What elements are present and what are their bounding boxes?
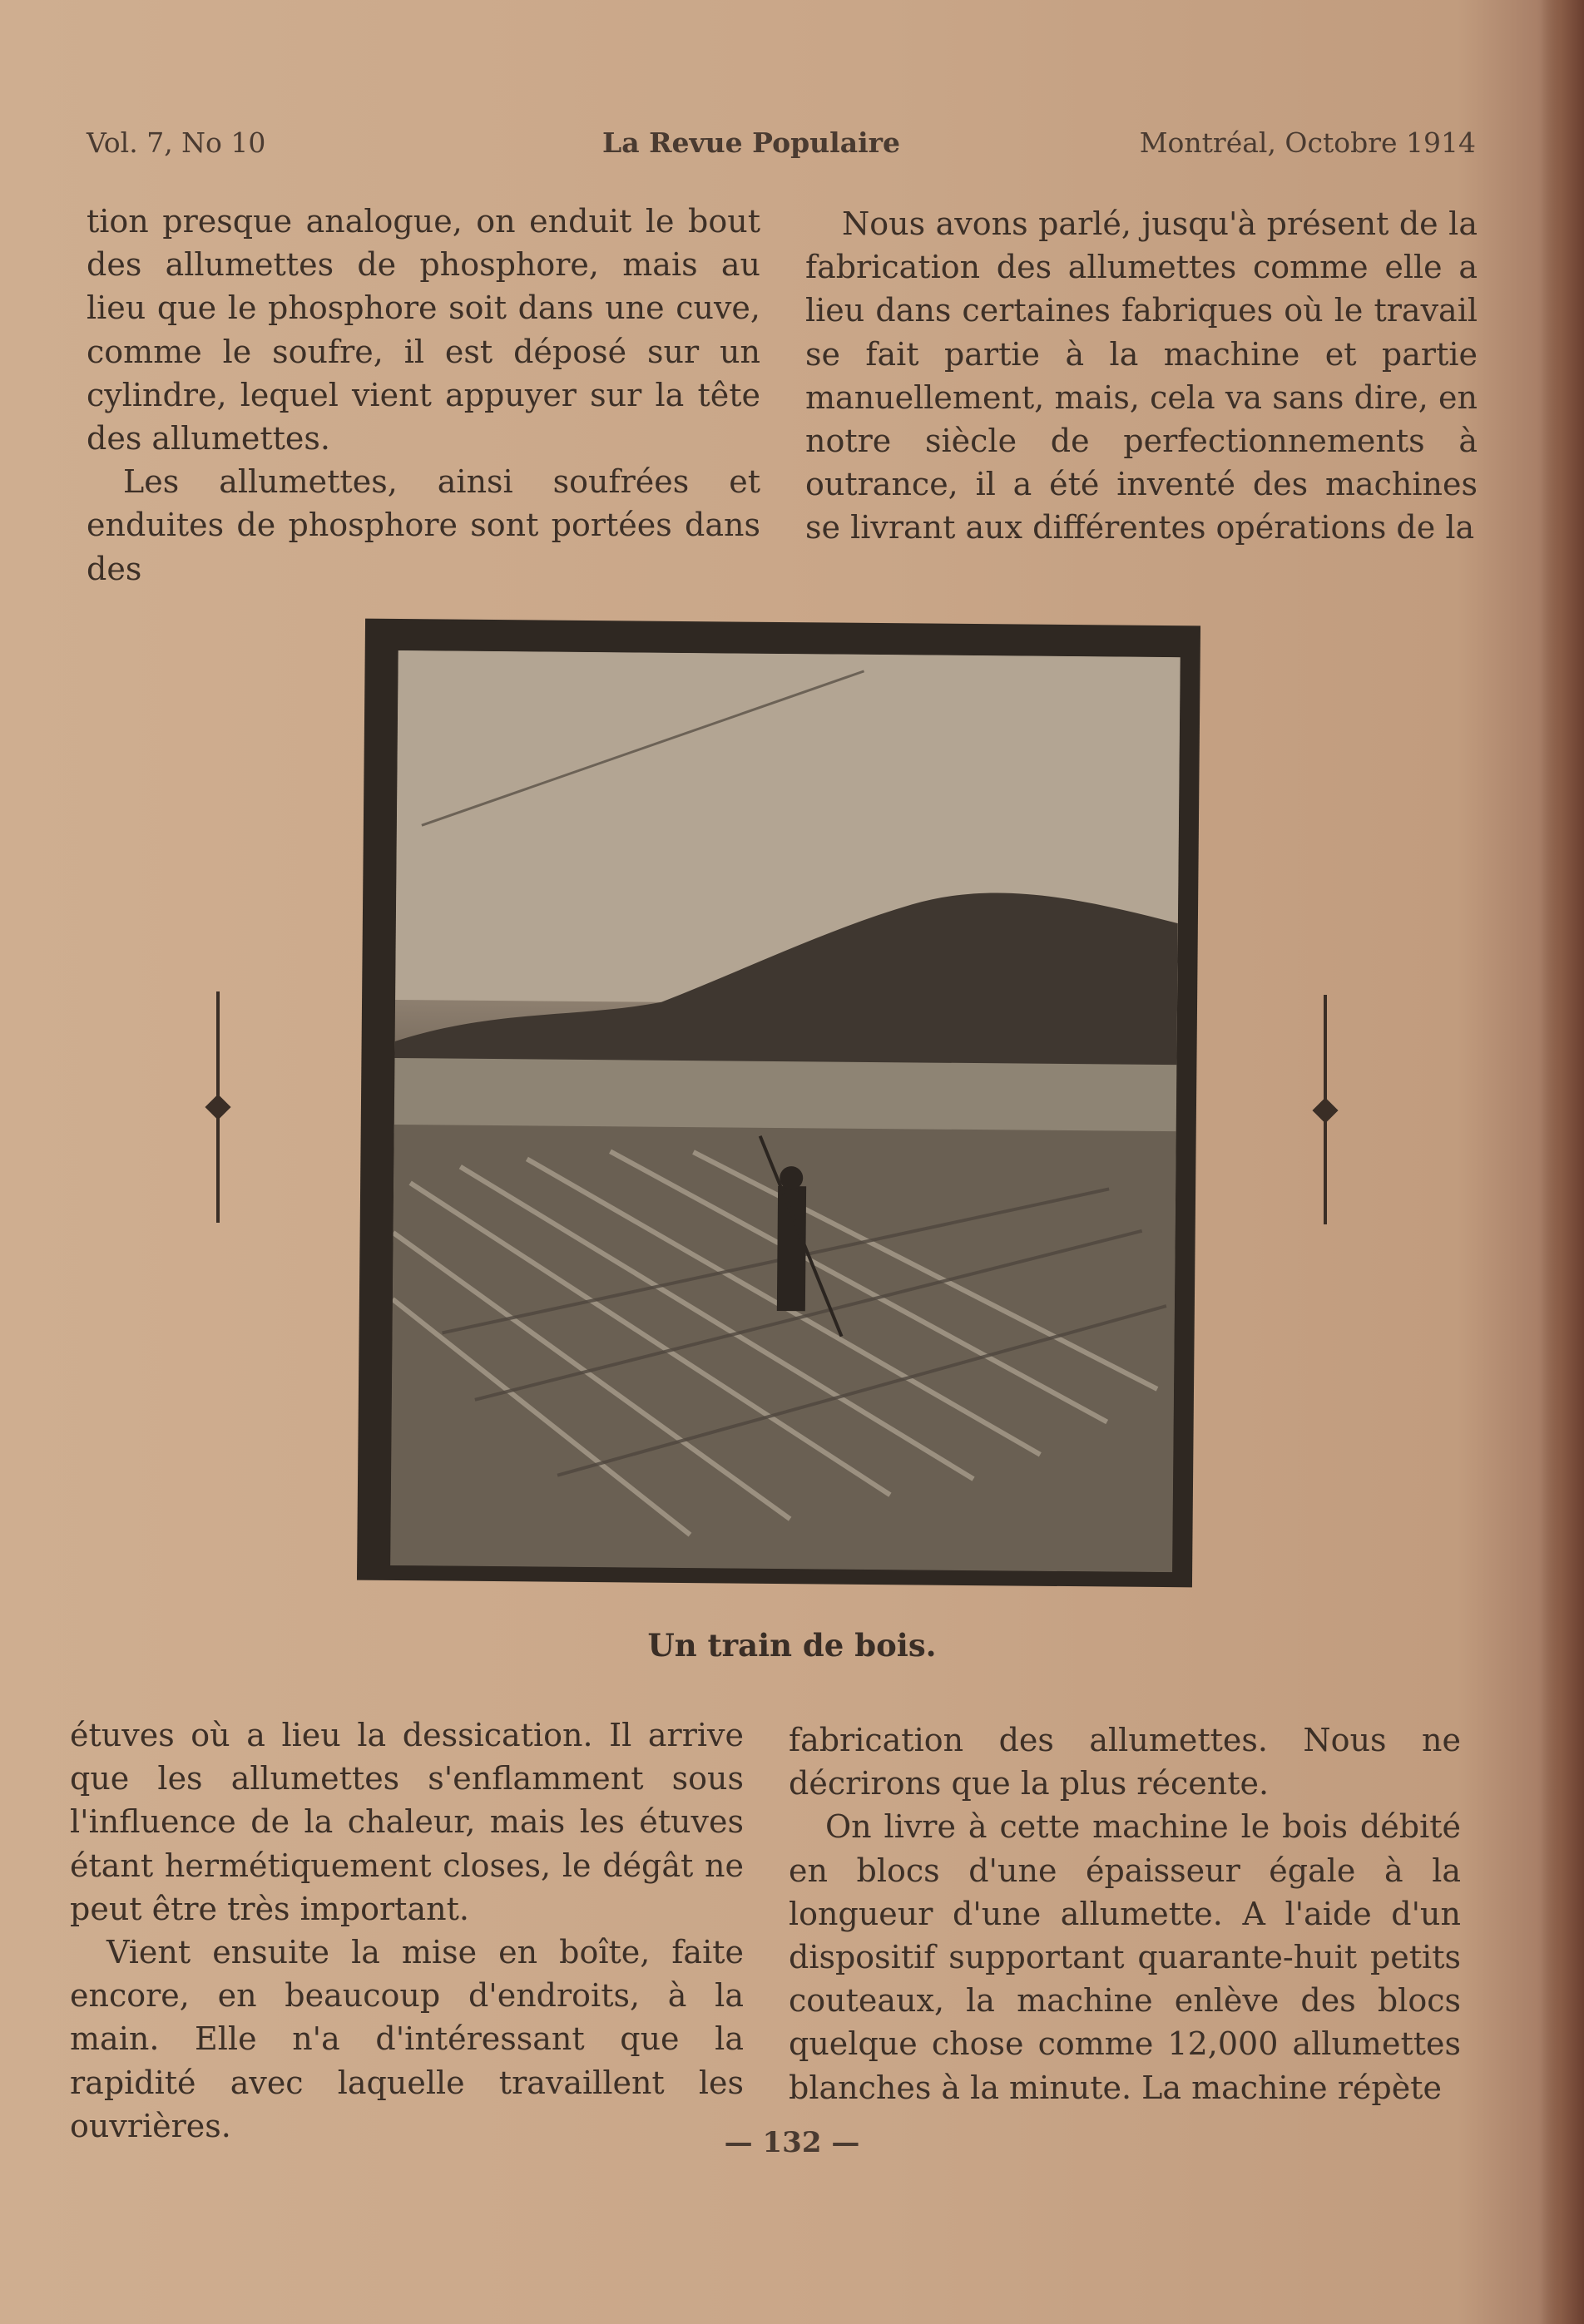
figure-photo-frame: [357, 619, 1200, 1588]
paragraph: Nous avons parlé, jusqu'à présent de la fabrication des allumettes comme elle a lieu dans certaines fabriques où le travail se fait partie à la machine et partie manuellement, mais, cela va sans dire, en notre siècle de perfectionnements à outrance, il a été inventé des machines se livrant aux différentes opérations de la: [805, 205, 1478, 546]
bottom-right-column: [789, 1718, 1461, 2109]
bottom-left-column: [70, 1713, 744, 2148]
paragraph: fabrication des allumettes. Nous ne décrirons que la plus récente.: [789, 1722, 1461, 1802]
header-volume: Vol. 7, No 10: [87, 126, 266, 159]
running-header: [87, 126, 1476, 165]
page-edge-shadow: [1541, 0, 1584, 2324]
header-date: Montréal, Octobre 1914: [1139, 126, 1476, 159]
paragraph: étuves où a lieu la dessication. Il arrive que les allumettes s'enflamment sous l'influence de la chaleur, mais les étuves étant hermétiquement closes, le dégât ne peut être très important.: [70, 1717, 744, 1927]
header-journal: La Revue Populaire: [602, 126, 900, 159]
top-left-column: [87, 200, 760, 591]
left-column-marker: [216, 991, 220, 1223]
paragraph: Les allumettes, ainsi soufrées et enduites de phosphore sont portées dans des: [87, 463, 760, 587]
paragraph: tion presque analogue, on enduit le bout des allumettes de phosphore, mais au lieu que le phosphore soit dans une cuve, comme le soufre, il est déposé sur un cylindre, lequel vient appuyer sur la tête des allumettes.: [87, 203, 760, 457]
paragraph: Vient ensuite la mise en boîte, faite encore, en beaucoup d'endroits, à la main. Elle n'a d'intéressant que la rapidité avec laquelle travaillent les ouvrières.: [70, 1934, 744, 2144]
right-column-marker: [1324, 995, 1327, 1224]
figure-caption: Un train de bois.: [647, 1627, 937, 1664]
top-right-column: [805, 202, 1478, 550]
figure-photo: [390, 650, 1181, 1572]
timber-raft-photo-illustration: [390, 650, 1181, 1572]
page-number: — 132 —: [724, 2126, 860, 2159]
paragraph: On livre à cette machine le bois débité en blocs d'une épaisseur égale à la longueur d'une allumette. A l'aide d'un dispositif supportant quarante-huit petits couteaux, la machine enlève des blocs quelque chose comme 12,000 allumettes blanches à la minute. La machine répète: [789, 1808, 1461, 2106]
